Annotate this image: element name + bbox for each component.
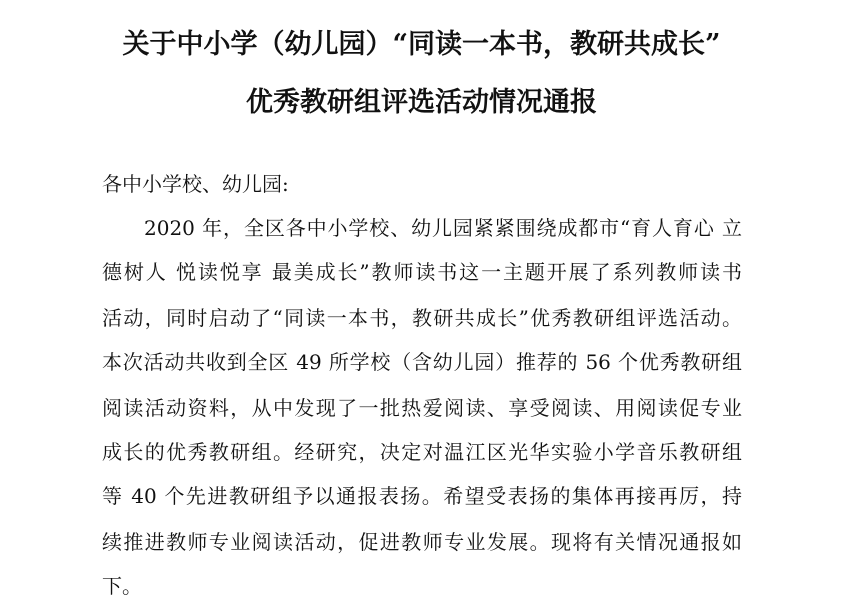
document-title-line-1: 关于中小学（幼儿园）“同读一本书，教研共成长” xyxy=(122,29,721,60)
body-line-9: 下。 xyxy=(102,574,142,598)
body-line-7: 等 40 个先进教研组予以通报表扬。希望受表扬的集体再接再厉，持 xyxy=(102,484,742,508)
body-line-4: 本次活动共收到全区 49 所学校（含幼儿园）推荐的 56 个优秀教研组 xyxy=(102,350,742,374)
body-line-2: 德树人 悦读悦享 最美成长”教师读书这一主题开展了系列教师读书 xyxy=(102,260,742,284)
body-line-1: 2020 年，全区各中小学校、幼儿园紧紧围绕成都市“育人育心 立 xyxy=(144,216,742,240)
body-line-3: 活动，同时启动了“同读一本书，教研共成长”优秀教研组评选活动。 xyxy=(102,306,742,330)
salutation: 各中小学校、幼儿园: xyxy=(102,172,289,196)
body-line-8: 续推进教师专业阅读活动，促进教师专业发展。现将有关情况通报如 xyxy=(102,530,742,554)
document-title-line-2: 优秀教研组评选活动情况通报 xyxy=(246,87,597,118)
body-line-6: 成长的优秀教研组。经研究，决定对温江区光华实验小学音乐教研组 xyxy=(102,440,742,464)
body-line-5: 阅读活动资料，从中发现了一批热爱阅读、享受阅读、用阅读促专业 xyxy=(102,396,742,420)
